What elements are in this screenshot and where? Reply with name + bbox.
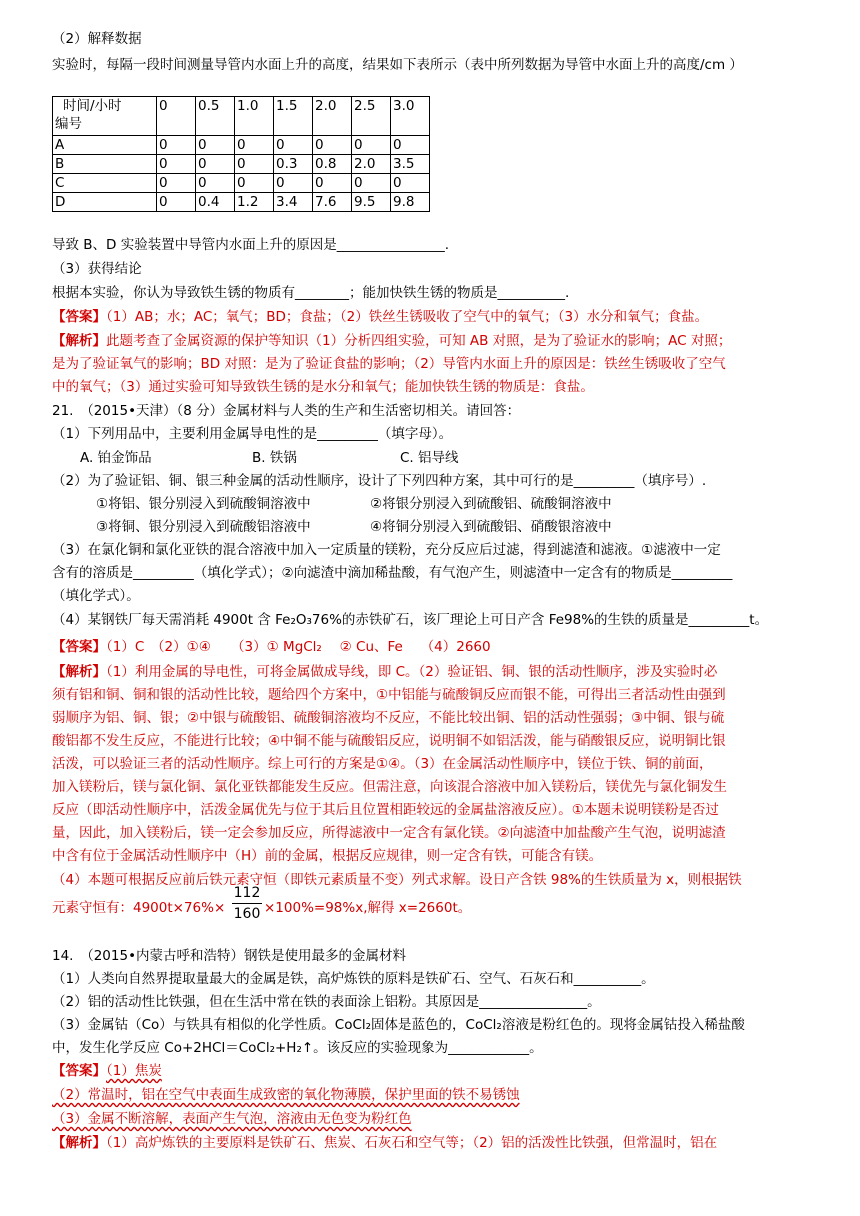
table-header-row (53, 97, 430, 136)
explanation-20-line-3: 中的氧气；（3）通过实验可知导致铁生锈的是水分和氧气；能加快铁生锈的物质是：食盐。 (52, 379, 594, 395)
table-header-cell: 1.5 (274, 97, 313, 136)
question-21-part-4: （4）某钢铁厂每天需消耗 4900t 含 Fe₂O₃76%的赤铁矿石，该厂理论上可日产含 Fe98%的生铁的质量是_________t。 (52, 612, 769, 628)
option-b: B. 铁锅 (252, 450, 297, 466)
table-cell: 1.2 (235, 193, 274, 212)
table-cell: 0 (391, 174, 430, 193)
option-c: C. 铝导线 (400, 450, 459, 466)
table-cell: 0 (313, 136, 352, 155)
table-cell: 0 (352, 136, 391, 155)
answer-20 (52, 308, 708, 326)
table-cell: 7.6 (313, 193, 352, 212)
question-conclusion: 根据本实验，你认为导致铁生锈的物质有________；能加快铁生锈的物质是__________. (52, 285, 570, 301)
table-row (53, 155, 430, 174)
explanation-21-line-5: 活泼，可以验证三者的活动性顺序。综上可行的方案是①④。（3）在金属活动性顺序中，镁位于铁、铜的前面， (52, 756, 713, 772)
explanation-tag: 【解析】 (52, 664, 106, 680)
question-14-part-2: （2）铝的活动性比铁强，但在生活中常在铁的表面涂上铝粉。其原因是________________。 (52, 994, 601, 1010)
fraction-denominator: 160 (233, 906, 261, 922)
explanation-tag: 【解析】 (52, 333, 106, 349)
header-time-label: 时间/小时 (63, 98, 122, 114)
section-title-2: （2）解释数据 (52, 31, 142, 47)
table-cell: 0.3 (274, 155, 313, 174)
explanation-20-line-2: 是为了验证氧气的影响；BD 对照：是为了验证食盐的影响；（2）导管内水面上升的原因是：铁丝生锈吸收了空气 (52, 356, 726, 372)
fraction-numerator: 112 (232, 883, 262, 904)
table-cell: 0 (235, 136, 274, 155)
question-21-part-2: （2）为了验证铝、铜、银三种金属的活动性顺序，设计了下列四种方案，其中可行的是_________（填序号）. (52, 473, 707, 489)
explanation-21-line-10: （4）本题可根据反应前后铁元素守恒（即铁元素质量不变）列式求解。设日产含铁 98%的生铁质量为 x，则根据铁 (52, 872, 742, 888)
equation-suffix: ×100%=98%x,解得 x=2660t。 (264, 900, 472, 916)
row-label: B (53, 155, 157, 174)
question-21-heading: 21. （2015•天津）（8 分）金属材料与人类的生产和生活密切相关。请回答： (52, 403, 521, 419)
explanation-21-line-6: 加入镁粉后，镁与氯化铜、氯化亚铁都能发生反应。但需注意，向该混合溶液中加入镁粉后，镁优先与氯化铜发生 (52, 779, 727, 795)
answer-part-2: （2）常温时，铝在空气中表面生成致密的氧化物薄膜，保护里面的铁不易锈蚀 (52, 1087, 520, 1103)
answer-part-3: （3）金属不断溶解，表面产生气泡，溶液由无色变为粉红色 (52, 1111, 412, 1127)
question-21-part-3-line-1: （3）在氯化铜和氯化亚铁的混合溶液中加入一定质量的镁粉，充分反应后过滤，得到滤渣和滤液。①滤液中一定 (52, 542, 721, 558)
table-header-corner (53, 97, 157, 136)
explanation-21-line-8: 量，因此，加入镁粉后，镁一定会参加反应，所得滤液中一定含有氯化镁。②向滤渣中加盐酸产生气泡，说明滤渣 (52, 825, 726, 841)
answer-text: （1）C （2）①④ （3）① MgCl₂ ② Cu、Fe （4）2660 (106, 639, 491, 655)
answer-tag: 【答案】 (52, 309, 106, 325)
table-cell: 3.4 (274, 193, 313, 212)
table-cell: 0 (196, 136, 235, 155)
explanation-14 (52, 1134, 717, 1152)
table-cell: 2.0 (352, 155, 391, 174)
scheme-1: ①将铝、银分别浸入到硫酸铜溶液中 (96, 496, 311, 512)
table-cell: 0 (274, 136, 313, 155)
question-21-part-3-line-2: 含有的溶质是_________（填化学式）；②向滤渣中滴加稀盐酸，有气泡产生，则滤渣中一定含有的物质是_________ (52, 565, 733, 581)
answer-14-part-2 (52, 1086, 520, 1104)
answer-tag: 【答案】 (52, 639, 106, 655)
answer-text: （1）AB；水；AC；氧气；BD；食盐；（2）铁丝生锈吸收了空气中的氧气；（3）水分和氧气；食盐。 (106, 309, 709, 325)
table-cell: 0 (196, 155, 235, 174)
question-reason: 导致 B、D 实验装置中导管内水面上升的原因是________________. (52, 237, 450, 253)
question-21-part-3-line-3: （填化学式）。 (52, 588, 140, 604)
explanation-21-line-2: 须有铝和铜、铜和银的活动性比较，题给四个方案中，①中铝能与硫酸铜反应而银不能，可得出三者活动性由强到 (52, 687, 726, 703)
explanation-20-line-1 (52, 332, 731, 350)
scheme-2: ②将银分别浸入到硫酸铝、硫酸铜溶液中 (370, 496, 612, 512)
table-cell: 0 (157, 136, 196, 155)
table-cell: 0 (157, 174, 196, 193)
table-cell: 3.5 (391, 155, 430, 174)
question-21-part-1: （1）下列用品中，主要利用金属导电性的是_________（填字母）。 (52, 426, 453, 442)
row-label: A (53, 136, 157, 155)
table-row (53, 193, 430, 212)
table-cell: 0 (157, 193, 196, 212)
table-cell: 9.8 (391, 193, 430, 212)
question-14-part-3-line-1: （3）金属钴（Co）与铁具有相似的化学性质。CoCl₂固体是蓝色的，CoCl₂溶液是粉红色的。现将金属钴投入稀盐酸 (52, 1017, 745, 1033)
table-header-cell: 0.5 (196, 97, 235, 136)
option-a: A. 铂金饰品 (80, 450, 152, 466)
table-cell: 0.4 (196, 193, 235, 212)
table-header-cell: 2.5 (352, 97, 391, 136)
table-header-cell: 2.0 (313, 97, 352, 136)
explanation-21-line-1 (52, 663, 717, 681)
table-cell: 9.5 (352, 193, 391, 212)
table-cell: 0 (391, 136, 430, 155)
table-header-cell: 3.0 (391, 97, 430, 136)
scheme-4: ④将铜分别浸入到硫酸铝、硝酸银溶液中 (370, 519, 612, 535)
table-row (53, 136, 430, 155)
header-id-label: 编号 (55, 116, 82, 132)
table-cell: 0 (196, 174, 235, 193)
table-cell: 0 (235, 155, 274, 174)
answer-tag: 【答案】 (52, 1063, 106, 1079)
explanation-21-line-3: 弱顺序为铝、铜、银；②中银与硫酸铝、硫酸铜溶液均不反应，不能比较出铜、铝的活动性强弱；③中铜、银与硫 (52, 710, 725, 726)
table-cell: 0 (352, 174, 391, 193)
answer-14-part-3 (52, 1110, 412, 1128)
explanation-text: （1）高炉炼铁的主要原料是铁矿石、焦炭、石灰石和空气等；（2）铝的活泼性比铁强，但常温时，铝在 (106, 1135, 718, 1151)
row-label: C (53, 174, 157, 193)
table-header-cell: 0 (157, 97, 196, 136)
section-title-3: （3）获得结论 (52, 261, 142, 277)
table-cell: 0 (313, 174, 352, 193)
table-cell: 0 (274, 174, 313, 193)
question-14-heading: 14. （2015•内蒙古呼和浩特）钢铁是使用最多的金属材料 (52, 948, 407, 964)
table-cell: 0 (235, 174, 274, 193)
table-header-cell: 1.0 (235, 97, 274, 136)
equation-prefix: 元素守恒有：4900t×76%× (52, 900, 226, 916)
question-14-part-3-line-2: 中，发生化学反应 Co+2HCl＝CoCl₂+H₂↑。该反应的实验现象为____________。 (52, 1040, 543, 1056)
answer-part-1: （1）焦炭 (106, 1063, 162, 1079)
answer-14 (52, 1062, 162, 1080)
explanation-21-line-4: 酸铝都不发生反应，不能进行比较；④中铜不能与硫酸铝反应，说明铜不如铝活泼，能与硝酸银反应，说明铜比银 (52, 733, 726, 749)
table-cell: 0 (157, 155, 196, 174)
row-label: D (53, 193, 157, 212)
answer-21 (52, 638, 491, 656)
question-14-part-1: （1）人类向自然界提取量最大的金属是铁，高炉炼铁的原料是铁矿石、空气、石灰石和__________。 (52, 971, 655, 987)
data-table (52, 96, 430, 212)
explanation-text: （1）利用金属的导电性，可将金属做成导线，即 C。（2）验证铝、铜、银的活动性顺序，涉及实验时必 (106, 664, 718, 680)
table-cell: 0.8 (313, 155, 352, 174)
fraction (232, 883, 262, 924)
scheme-3: ③将铜、银分别浸入到硫酸铝溶液中 (96, 519, 311, 535)
table-row (53, 174, 430, 193)
explanation-tag: 【解析】 (52, 1135, 106, 1151)
section-intro: 实验时，每隔一段时间测量导管内水面上升的高度，结果如下表所示（表中所列数据为导管中水面上升的高度/cm ） (52, 57, 743, 73)
explanation-text: 此题考查了金属资源的保护等知识（1）分析四组实验，可知 AB 对照，是为了验证水的影响；AC 对照； (106, 333, 732, 349)
explanation-21-line-7: 反应（即活动性顺序中，活泼金属优先与位于其后且位置相距较远的金属盐溶液反应）。①本题未说明镁粉是否过 (52, 802, 719, 818)
explanation-21-line-9: 中含有位于金属活动性顺序中（H）前的金属，根据反应规律，则一定含有铁，可能含有镁。 (52, 848, 603, 864)
